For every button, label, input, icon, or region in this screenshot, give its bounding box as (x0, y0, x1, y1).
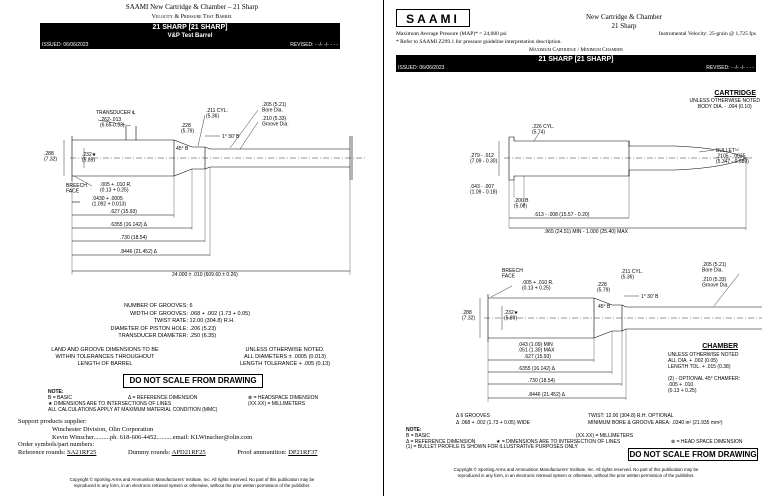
ch-232-label: .232★ (5.89) (504, 310, 519, 322)
right-revised: REVISED: - -/- -/- - - - (706, 65, 754, 71)
cartridge-heading: CARTRIDGE (714, 90, 756, 97)
left-210-label: .210 (5.33) Groove Dia. (262, 116, 289, 128)
ch-288-label: .288 (7.32) (462, 310, 476, 322)
ch-210-label: .210 (5.33) Groove Dia. (702, 277, 729, 289)
notes-line: ALL CALCULATIONS APPLY AT MAXIMUM MATERIAL CONDITION (MMC) (48, 407, 218, 413)
ch-6355-label: .6355 (16.142) Δ (518, 366, 555, 372)
support-head: Support products supplier: (18, 418, 87, 425)
left-subtitle: Velocity & Pressure Test Barrel (151, 14, 233, 20)
cart-613-label: .613 - .008 (15.57 - 0.20) (534, 212, 590, 218)
right-refer: * Refer to SAAMI Z299.1 for pressure guideline interpretation description. (396, 39, 562, 45)
cart-226-label: .226 CYL. (5.74) (532, 124, 555, 136)
left-do-not-scale: DO NOT SCALE FROM DRAWING (123, 374, 263, 388)
cart-200-label: .200 B (5.08) (514, 198, 529, 210)
right-groove-width: Δ .068 + .002 (1.73 + 0.05) WIDE (456, 420, 530, 426)
left-288-label: .288 (7.32) (44, 151, 58, 163)
left-130-label: 1° 30' B (222, 134, 240, 140)
left-6355-label: .6355 (16.142) Δ (110, 222, 147, 228)
left-copyright: Copyright © Sporting Arms and Ammunition Manufacturers' Institute, Inc. All rights reserved. No part of this publication may be reproduced in any form, in an electronic retrieval system or otherwise, without the prior written permission of the publisher. (69, 477, 315, 488)
notes-line: B = BASIC Δ = REFERENCE DIMENSION ⊗ = HEADSPACE DIMENSION (48, 395, 319, 401)
r-notes-line: Δ = REFERENCE DIMENSION ★ = DIMENSIONS ARE TO INTERSECTION OF LINES ⊗ = HEAD SPACE DIMENSION (406, 438, 743, 445)
left-support (18, 418, 378, 457)
proof-ammo-link[interactable]: DP21RF37 (288, 449, 318, 457)
ch-205-label: .205 (5.21) Bore Dia. (702, 262, 727, 274)
left-unless-note: UNLESS OTHERWISE NOTED. ALL DIAMETERS ± .0005 (0.013) LENGTH TOLERANCE + .005 (0.13) (239, 347, 331, 367)
left-627-label: .627 (15.93) (110, 209, 137, 215)
spec-row: TWIST RATE: 12.00 (304.8) R.H. (153, 318, 235, 324)
left-0430-label: .0430 + .0005 (1.092 + 0.013) (92, 196, 127, 208)
left-revised: REVISED: - -/- -/- - - - (290, 42, 338, 48)
dummy-rounds-link[interactable]: APD21RF25 (171, 449, 206, 457)
spec-row: DIAMETER OF PISTON HOLE: .206 (5.23) (110, 325, 217, 332)
left-specs-table (60, 303, 320, 341)
left-24000-label: 24.000 ± .010 (609.60 ± 0.26) (172, 272, 238, 278)
left-land-note: LAND AND GROOVE DIMENSIONS TO BE WITHIN TOLERANCES THROUGHOUT LENGTH OF BARREL (51, 347, 159, 367)
right-map: Maximum Average Pressure (MAP)* = 24,000 psi (396, 31, 507, 37)
left-breech-label: BREECH FACE (66, 183, 87, 195)
ch-211-label: .211 CYL. (5.36) (621, 269, 643, 281)
ref-rounds-link[interactable]: SA21RF25 (67, 449, 97, 457)
left-transducer-label: TRANSDUCER ℄ (96, 110, 136, 116)
cart-279-label: .279 - .012 (7.09 - 0.30) (470, 153, 498, 165)
support-company: Winchester Division, Olin Corporation (52, 425, 154, 433)
support-contact[interactable]: Kevin Winscher..........ph. 618-606-4452..........email: KLWinscher@olin.com (52, 433, 253, 441)
saami-logo: SAAMI (396, 9, 470, 27)
r-notes-line: B = BASIC (XX.XX) = MILLIMETERS (406, 432, 634, 439)
right-title-bar: 21 SHARP [21 SHARP] (396, 55, 756, 64)
left-dim-labels (44, 102, 289, 278)
chamber-optional-note: (2) - OPTIONAL 45° CHAMFER: .005 + .010 (0.13 + 0.25) (668, 376, 741, 394)
right-bore-area: MINIMUM BORE & GROOVE AREA: .0340 in² (21.935 mm²) (588, 420, 723, 426)
left-title: SAAMI New Cartridge & Chamber – 21 Sharp (125, 3, 259, 11)
chamber-heading: CHAMBER (702, 343, 738, 350)
notes-line: ★ DIMENSIONS ARE TO INTERSECTIONS OF LINES (XX.XX) = MILLIMETERS (48, 401, 306, 407)
left-45-label: 45° B (176, 146, 189, 152)
spec-row: TRANSDUCER DIAMETER: .250 (6.35) (118, 333, 217, 339)
order-head: Order symbols/part numbers: (18, 441, 95, 449)
right-title2: 21 Sharp (611, 22, 637, 30)
right-do-not-scale: DO NOT SCALE FROM DRAWING (629, 450, 757, 459)
left-205-label: .205 (5.21) Bore Dia. (262, 102, 287, 114)
ch-228-label: .228 (5.79) (597, 282, 611, 294)
ch-005-label: .005 + .010 R. (0.13 + 0.25) (522, 280, 554, 292)
left-232-label: .232★ (5.89) (82, 152, 97, 164)
ch-730-label: .730 (18.54) (528, 378, 555, 384)
right-issued: ISSUED: 06/06/2023 (398, 65, 445, 71)
ch-043-label: .043 (1.09) MIN .051 (1.30) MAX (518, 342, 555, 354)
notes-head: NOTE: (48, 389, 64, 395)
left-730-label: .730 (18.54) (120, 235, 147, 241)
cart-965-label: .965 (24.51) MIN - 1.000 (25.40) MAX (544, 229, 628, 235)
right-twist: TWIST: 12.00 (304.8) R.H. OPTIONAL (588, 413, 674, 419)
left-228-label: .228 (5.79) (181, 123, 195, 135)
ch-breech-label: BREECH FACE (502, 268, 523, 280)
left-notes (48, 389, 348, 413)
left-005-label: .005 + .010 R. (0.13 + 0.25) (100, 182, 132, 194)
right-grooves: Δ 6 GROOVES (456, 413, 490, 419)
right-subtitle: Maximum Cartridge / Minimum Chamber (529, 47, 623, 53)
ch-45-label: 45° B (598, 304, 611, 310)
order-symbols: Reference rounds: SA21RF25 Dummy rounds: APD21RF25 Proof ammunition: DP21RF37 (18, 449, 318, 457)
cartridge-note: UNLESS OTHERWISE NOTED BODY DIA. - .004 (0.10) (689, 98, 760, 110)
left-issued: ISSUED: 06/06/2023 (42, 42, 89, 48)
spec-row: WIDTH OF GROOVES: .068 + .002 (1.73 + 0.05) (129, 310, 251, 317)
right-page (384, 0, 768, 496)
right-velocity: Instrumental Velocity: 25-grain @ 1,725 fps (658, 31, 756, 37)
cart-043-label: .043 - .007 (1.09 - 0.18) (470, 184, 498, 196)
ch-627-label: .627 (15.93) (524, 354, 551, 360)
r-notes-line: (1) = BULLET PROFILE IS SHOWN FOR ILLUSTRATIVE PURPOSES ONLY (406, 444, 578, 451)
left-211cyl-label: .211 CYL. (5.36) (206, 108, 228, 120)
right-title1: New Cartridge & Chamber (585, 13, 662, 21)
left-8446-label: .8446 (21.452) Δ (120, 249, 157, 255)
chamber-note: UNLESS OTHERWISE NOTED ALL DIA. + .002 (0.05) LENGTH TOL. + .015 (0.38) (668, 352, 739, 370)
ch-8446-label: .8446 (21.452) Δ (528, 392, 565, 398)
ch-130-label: 1° 30' B (641, 294, 659, 300)
left-transducer-dims: .262-.013 (6.65-0.33) (100, 117, 125, 129)
r-notes-head: NOTE: (406, 427, 422, 433)
spec-row: NUMBER OF GROOVES: 6 (124, 303, 193, 309)
cart-bullet-label: BULLET⁽¹⁾ .2105 - .0035 (5.347 - 0.089) (716, 148, 749, 165)
left-bar-title: 21 SHARP [21 SHARP] (152, 24, 228, 31)
left-bar-subtitle: V&P Test Barrel (167, 33, 213, 39)
right-copyright: Copyright © Sporting Arms and Ammunition Manufacturers' Institute, Inc. All rights reserved. No part of this publication may be reproduced in any form, in an electronic retrieval system or otherwise, without the prior written permission of the publisher. (453, 467, 699, 478)
